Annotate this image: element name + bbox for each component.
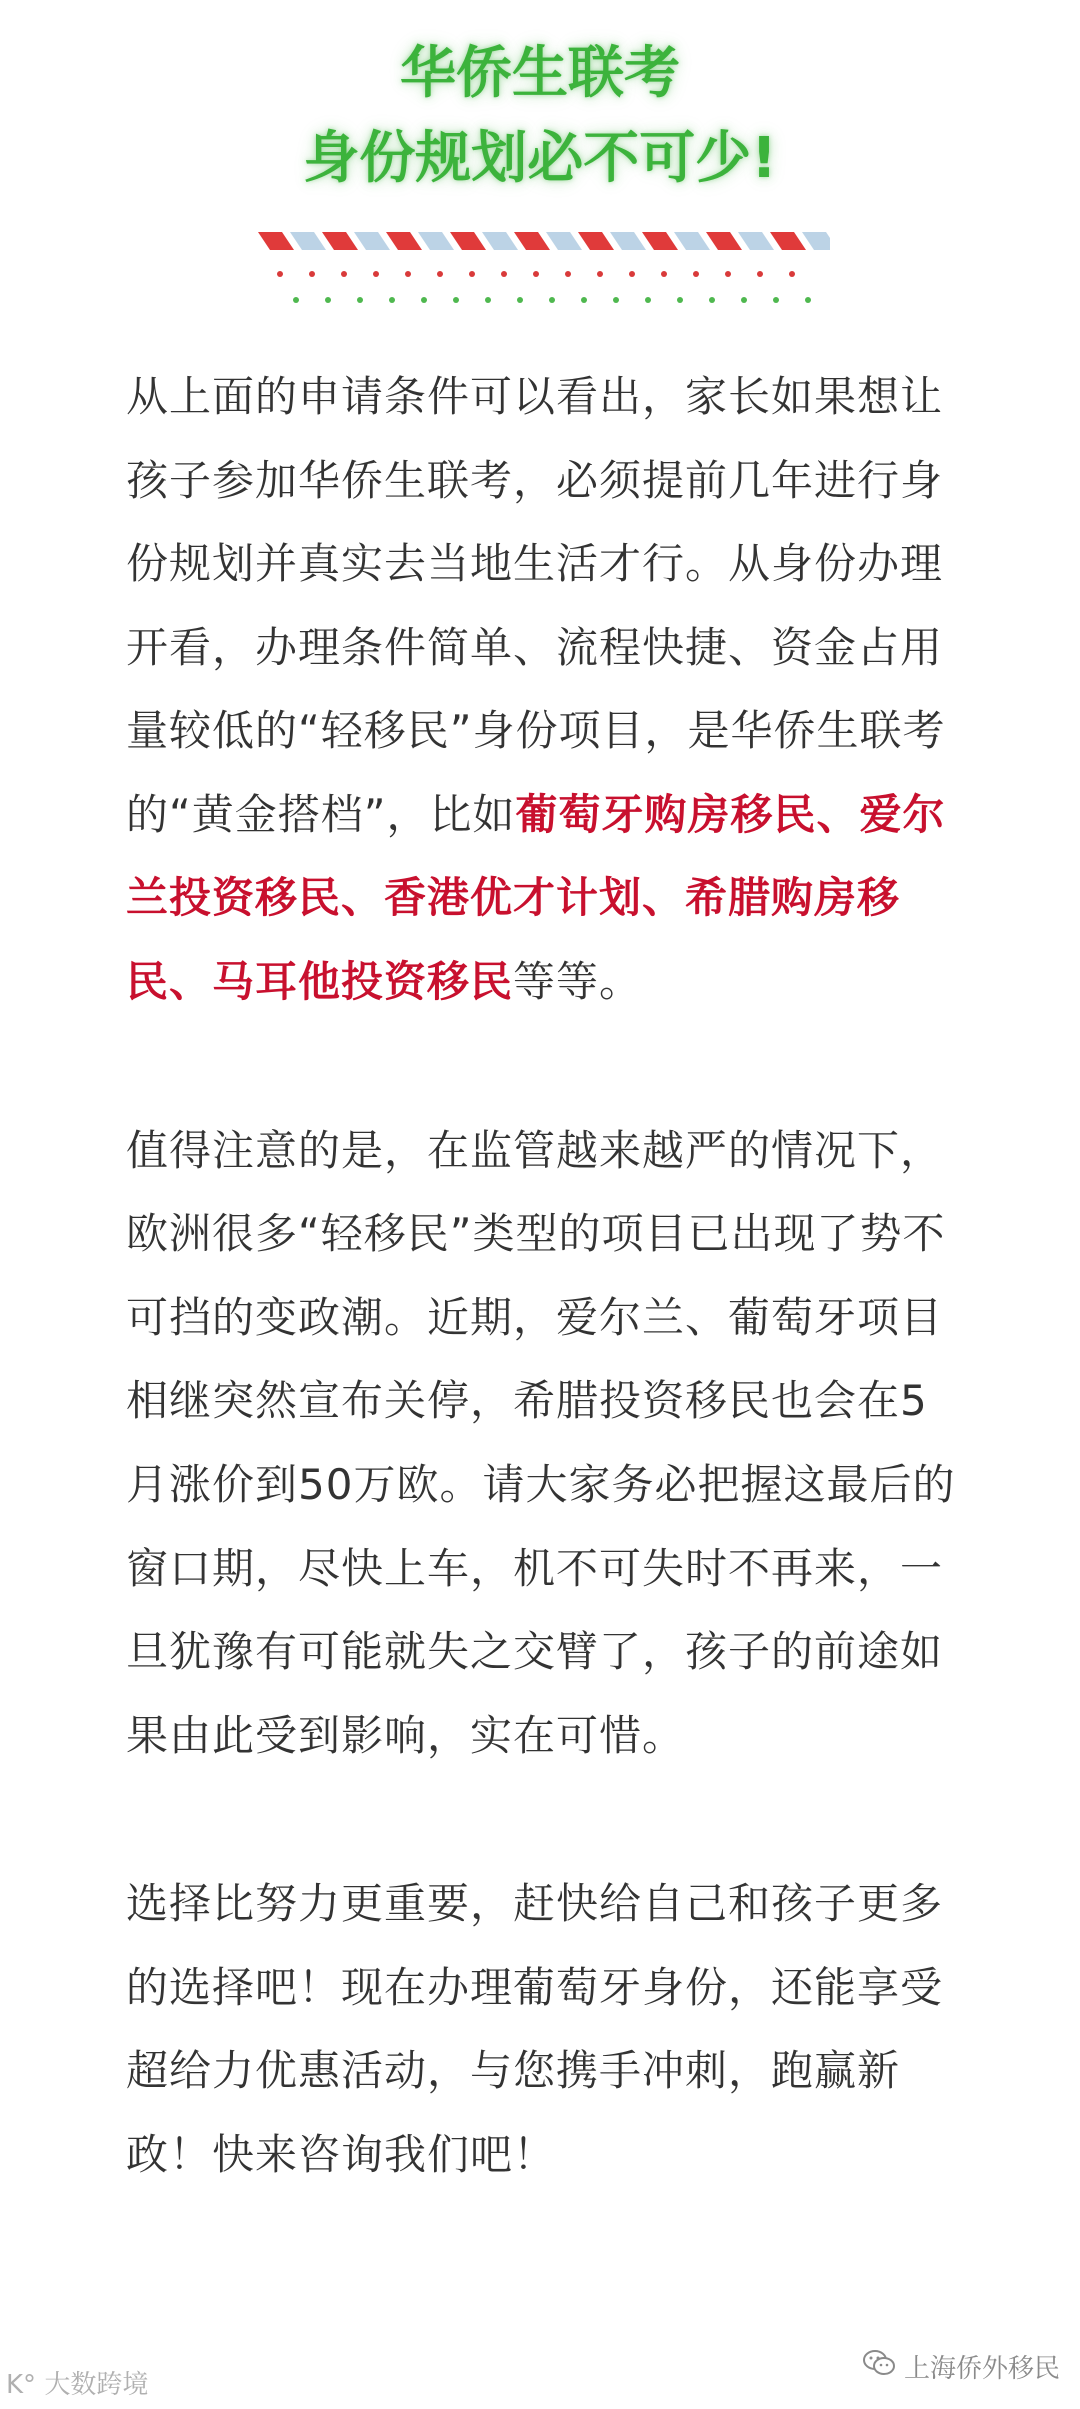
paragraph-2: 值得注意的是，在监管越来越严的情况下，欧洲很多“轻移民”类型的项目已出现了势不可挡的变政潮。近期，爱尔兰、葡萄牙项目相继突然宣布关停，希腊投资移民也会在5月涨价到50万欧。请大家务必把握这最后的窗口期，尽快上车，机不可失时不再来，一旦犹豫有可能就失之交臂了，孩子的前途如果由此受到影响，实在可惜。 <box>126 1125 956 1760</box>
paragraph-1-ending: 等等。 <box>513 957 643 1007</box>
paragraph-3: 选择比努力更重要，赶快给自己和孩子更多的选择吧！现在办理葡萄牙身份，还能享受超给力优惠活动，与您携手冲刺，跑赢新政！快来咨询我们吧！ <box>126 1879 944 2179</box>
green-dot-row <box>293 297 811 303</box>
title-line-1: 华侨生联考 <box>400 41 680 106</box>
red-dot-row <box>277 271 795 277</box>
watermark-right-text: 上海侨外移民 <box>903 2354 1060 2384</box>
paragraph-1-text: 从上面的申请条件可以看出，家长如果想让孩子参加华侨生联考，必须提前几年进行身份规划并真实去当地生活才行。从身份办理开看，办理条件简单、流程快捷、资金占用量较低的“轻移民”身份项目，是华侨生联考的“黄金搭档”，比如 <box>126 372 946 839</box>
decorative-divider <box>250 232 830 312</box>
title-line-2: 身份规划必不可少! <box>303 126 777 192</box>
wechat-icon <box>862 2349 896 2384</box>
watermark-right <box>862 2348 1060 2385</box>
watermark-left: K° 大数跨境 <box>6 2370 149 2400</box>
article-body <box>126 355 956 2282</box>
header <box>0 40 1080 192</box>
highlighted-programs: 葡萄牙购房移民、爱尔兰投资移民、香港优才计划、希腊购房移民、马耳他投资移民 <box>126 789 946 1007</box>
diagonal-stripe-band <box>258 232 830 250</box>
paragraph-1 <box>126 355 956 1024</box>
